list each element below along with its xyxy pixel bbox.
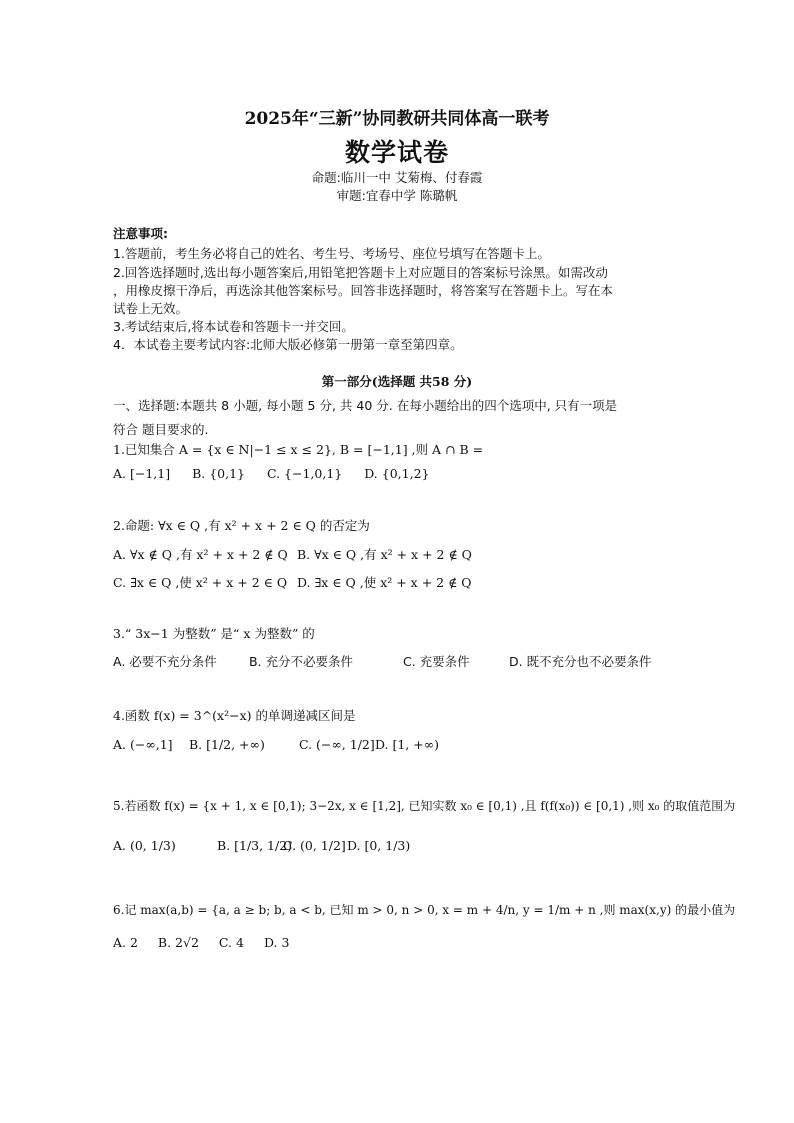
option: B. {0,1} — [192, 466, 245, 481]
question-stem: 1.已知集合 A = {x ∈ N|−1 ≤ x ≤ 2}, B = [−1,1] ,则 A ∩ B = — [113, 442, 484, 457]
option: D. ∃x ∈ Q ,使 x² + x + 2 ∉ Q — [296, 575, 472, 590]
notice-line: 2.回答选择题时,选出每小题答案后,用铅笔把答题卡上对应题目的答案标号涂黑。如需改动 — [113, 265, 608, 280]
option: A. (0, 1/3) — [113, 838, 176, 853]
option: A. (−∞,1] — [113, 737, 173, 752]
notice-line: 3.考试结束后,将本试卷和答题卡一并交回。 — [113, 319, 354, 334]
question-stem: 5.若函数 f(x) = {x + 1, x ∈ [0,1); 3−2x, x ∈ [1,2], 已知实数 x₀ ∈ [0,1) ,且 f(f(x₀)) ∈ [0,1) ,则 x₀ 的取值范围为 — [113, 799, 736, 813]
option: C. 4 — [218, 935, 244, 950]
option: C. (0, 1/2] — [282, 838, 346, 853]
option: D. [0, 1/3) — [346, 838, 411, 853]
option: C. {−1,0,1} — [266, 466, 343, 481]
question-stem: 2.命题: ∀x ∈ Q ,有 x² + x + 2 ∈ Q 的否定为 — [113, 518, 370, 533]
notice-heading: 注意事项: — [113, 226, 168, 241]
question-options — [113, 466, 429, 481]
notice-line: 试卷上无效。 — [113, 301, 189, 316]
exam-title: 2025年“三新”协同教研共同体高一联考 — [244, 109, 550, 129]
question-stem: 4.函数 f(x) = 3^(x²−x) 的单调递减区间是 — [113, 708, 356, 723]
section-intro: 一、选择题:本题共 8 小题, 每小题 5 分, 共 40 分. 在每小题给出的四个选项中, 只有一项是 — [113, 398, 618, 413]
author-credit: 命题:临川一中 艾菊梅、付春霞 — [311, 170, 483, 185]
option: C. 充要条件 — [402, 654, 470, 669]
option: A. ∀x ∉ Q ,有 x² + x + 2 ∉ Q — [113, 547, 288, 562]
reviewer-credit: 审题:宜春中学 陈璐帆 — [336, 188, 458, 203]
option: D. 3 — [263, 935, 290, 950]
notice-line: 1.答题前，考生务必将自己的姓名、考生号、考场号、座位号填写在答题卡上。 — [113, 246, 550, 261]
section-intro: 符合 题目要求的. — [113, 422, 209, 437]
question-options — [113, 737, 439, 752]
question-options — [113, 545, 472, 563]
option: B. [1/2, +∞) — [188, 737, 265, 752]
option: C. (−∞, 1/2] — [298, 737, 375, 752]
option: A. 2 — [113, 935, 138, 950]
question-options — [113, 838, 410, 853]
option: B. [1/3, 1/2) — [216, 838, 293, 853]
option: A. [−1,1] — [113, 466, 171, 481]
option: A. 必要不充分条件 — [113, 654, 217, 669]
option: B. 充分不必要条件 — [248, 654, 354, 669]
option: B. 2√2 — [157, 935, 199, 950]
part-heading: 第一部分(选择题 共58 分) — [321, 374, 473, 389]
notice-line: ，用橡皮擦干净后，再选涂其他答案标号。回答非选择题时，将答案写在答题卡上。写在本 — [113, 283, 614, 298]
option: D. {0,1,2} — [364, 466, 430, 481]
option: D. 既不充分也不必要条件 — [508, 654, 652, 669]
question-stem: 3.“ 3x−1 为整数” 是“ x 为整数” 的 — [113, 626, 315, 641]
question-options — [113, 652, 652, 670]
question-options — [113, 935, 289, 950]
exam-subtitle: 数学试卷 — [344, 138, 449, 167]
option: C. ∃x ∈ Q ,使 x² + x + 2 ∈ Q — [113, 575, 288, 590]
question-options — [113, 573, 472, 591]
option: B. ∀x ∈ Q ,有 x² + x + 2 ∉ Q — [296, 547, 472, 562]
question-stem: 6.记 max(a,b) = {a, a ≥ b; b, a < b, 已知 m > 0, n > 0, x = m + 4/n, y = 1/m + n ,则 max(x,y) 的最小值为 — [113, 903, 736, 917]
option: D. [1, +∞) — [374, 737, 440, 752]
notice-line: 4．本试卷主要考试内容:北师大版必修第一册第一章至第四章。 — [113, 337, 463, 352]
